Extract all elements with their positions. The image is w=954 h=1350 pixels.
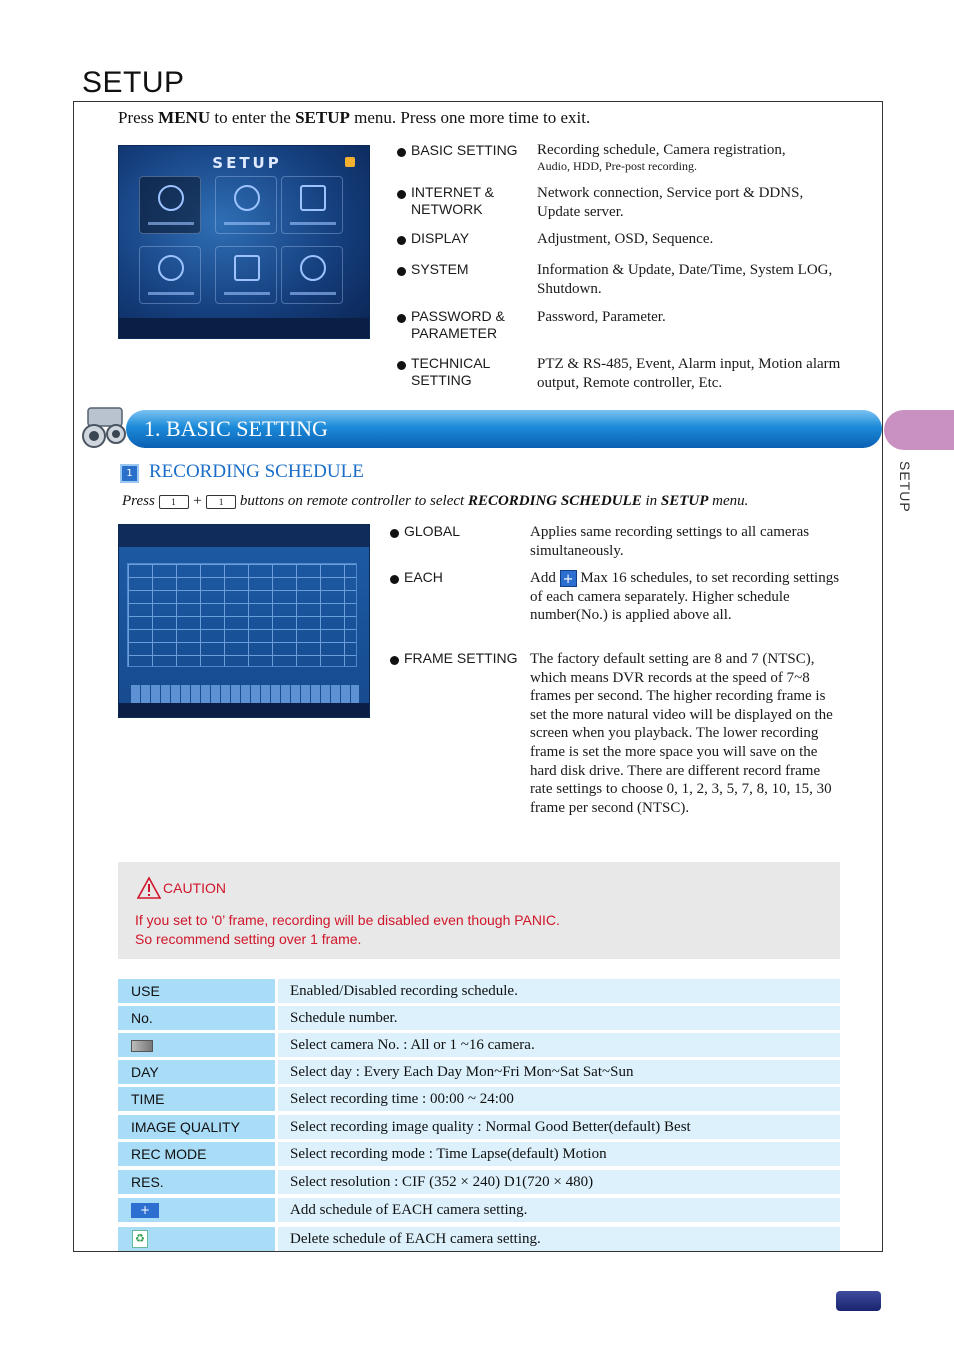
delete-icon: ♻ <box>132 1230 148 1248</box>
setup-menu-screenshot <box>118 145 370 339</box>
subsection-title: RECORDING SCHEDULE <box>149 461 364 482</box>
menu-item-label: PASSWORD & PARAMETER <box>411 308 505 341</box>
chapter-label: SETUP <box>897 461 913 513</box>
recording-schedule-screenshot <box>118 524 370 718</box>
rec-screen-header <box>119 525 369 547</box>
basic-setting-tile <box>139 176 201 234</box>
bullet-icon <box>397 267 406 276</box>
page-title: SETUP <box>82 66 185 99</box>
exit-icon <box>345 157 355 167</box>
intro-text: Press MENU to enter the SETUP menu. Press one more time to exit. <box>118 108 591 127</box>
option-label: GLOBAL <box>404 523 461 539</box>
option-label: FRAME SETTING <box>404 650 518 666</box>
menu-item-desc: Network connection, Service port & DDNS, Update server. <box>537 185 804 220</box>
table-row: DAY Select day : Every Each Day Mon~Fri Mon~Sat Sat~Sun <box>118 1060 840 1084</box>
option-desc: Applies same recording settings to all cameras simultaneously. <box>530 524 810 559</box>
bullet-icon <box>397 236 406 245</box>
bullet-icon <box>397 314 406 323</box>
remote-key-1: 1 <box>159 495 189 509</box>
table-row: RES. Select resolution : CIF (352 × 240) D1(720 × 480) <box>118 1170 840 1194</box>
caution-box <box>118 862 840 959</box>
table-row: Select camera No. : All or 1 ~16 camera. <box>118 1033 840 1057</box>
internet-network-tile <box>215 176 277 234</box>
caution-title: CAUTION <box>163 880 226 896</box>
table-row: USE Enabled/Disabled recording schedule. <box>118 979 840 1003</box>
bullet-icon <box>397 361 406 370</box>
remote-key-2: 1 <box>206 495 236 509</box>
table-row: REC MODE Select recording mode : Time Lapse(default) Motion <box>118 1142 840 1166</box>
table-row: TIME Select recording time : 00:00 ~ 24:00 <box>118 1087 840 1111</box>
subsection-number: 1 <box>120 464 139 483</box>
password-tile <box>215 246 277 304</box>
menu-item-desc: Recording schedule, Camera registration, Audio, HDD, Pre-post recording. <box>537 142 786 173</box>
menu-item-desc: Information & Update, Date/Time, System LOG, Shutdown. <box>537 262 833 297</box>
display-tile <box>281 176 343 234</box>
bullet-icon <box>390 529 399 538</box>
schedule-grid <box>127 563 357 667</box>
setup-screen-title: SETUP <box>212 154 282 172</box>
menu-item-label: DISPLAY <box>411 230 470 246</box>
menu-item-label: SYSTEM <box>411 261 469 277</box>
system-tile <box>139 246 201 304</box>
section-header-bar <box>126 410 882 448</box>
bullet-icon <box>397 190 406 199</box>
caution-body: If you set to ‘0’ frame, recording will be disabled even though PANIC. So recommend setting over 1 frame. <box>135 912 560 947</box>
option-desc: The factory default setting are 8 and 7 (NTSC), which means DVR records at the speed of 7~8 frames per second. The higher recording frame is set the more natural video will be displayed on the screen when you playback. The lower recording frame is set the more space you will save on the hard disk drive. There are different record frame rate settings to choose 0, 1, 2, 3, 5, 7, 8, 10, 15, 30 frame per second (NTSC). <box>530 651 833 816</box>
add-icon: + <box>131 1203 159 1218</box>
camera-icon <box>131 1040 153 1052</box>
option-label: EACH <box>404 569 443 585</box>
table-row: + Add schedule of EACH camera setting. <box>118 1198 840 1222</box>
table-row: ♻ Delete schedule of EACH camera setting. <box>118 1227 840 1251</box>
bullet-icon <box>397 148 406 157</box>
menu-item-desc: Adjustment, OSD, Sequence. <box>537 231 714 247</box>
menu-item-label: INTERNET & NETWORK <box>411 184 494 217</box>
bullet-icon <box>390 656 399 665</box>
section-title: 1. BASIC SETTING <box>144 416 328 441</box>
camera-icon <box>78 404 132 452</box>
menu-item-label: BASIC SETTING <box>411 142 518 158</box>
instruction-text: Press 1 + 1 buttons on remote controller to select RECORDING SCHEDULE in SETUP menu. <box>122 493 749 509</box>
option-desc: Add + Max 16 schedules, to set recording settings of each camera separately. Higher schedule number(No.) is applied above all. <box>530 570 840 624</box>
menu-item-desc: PTZ & RS-485, Event, Alarm input, Motion alarm output, Remote controller, Etc. <box>537 356 841 391</box>
technical-tile <box>281 246 343 304</box>
table-row: IMAGE QUALITY Select recording image quality : Normal Good Better(default) Best <box>118 1115 840 1139</box>
menu-item-desc: Password, Parameter. <box>537 309 666 325</box>
menu-item-label: TECHNICAL SETTING <box>411 355 491 388</box>
rec-screen-footer <box>119 703 369 717</box>
setup-screen-footer <box>119 318 369 338</box>
table-row: No. Schedule number. <box>118 1006 840 1030</box>
page-number-badge <box>836 1291 881 1311</box>
bullet-icon <box>390 575 399 584</box>
warning-icon <box>136 876 162 900</box>
add-icon: + <box>560 570 577 587</box>
chapter-tab <box>884 410 954 450</box>
